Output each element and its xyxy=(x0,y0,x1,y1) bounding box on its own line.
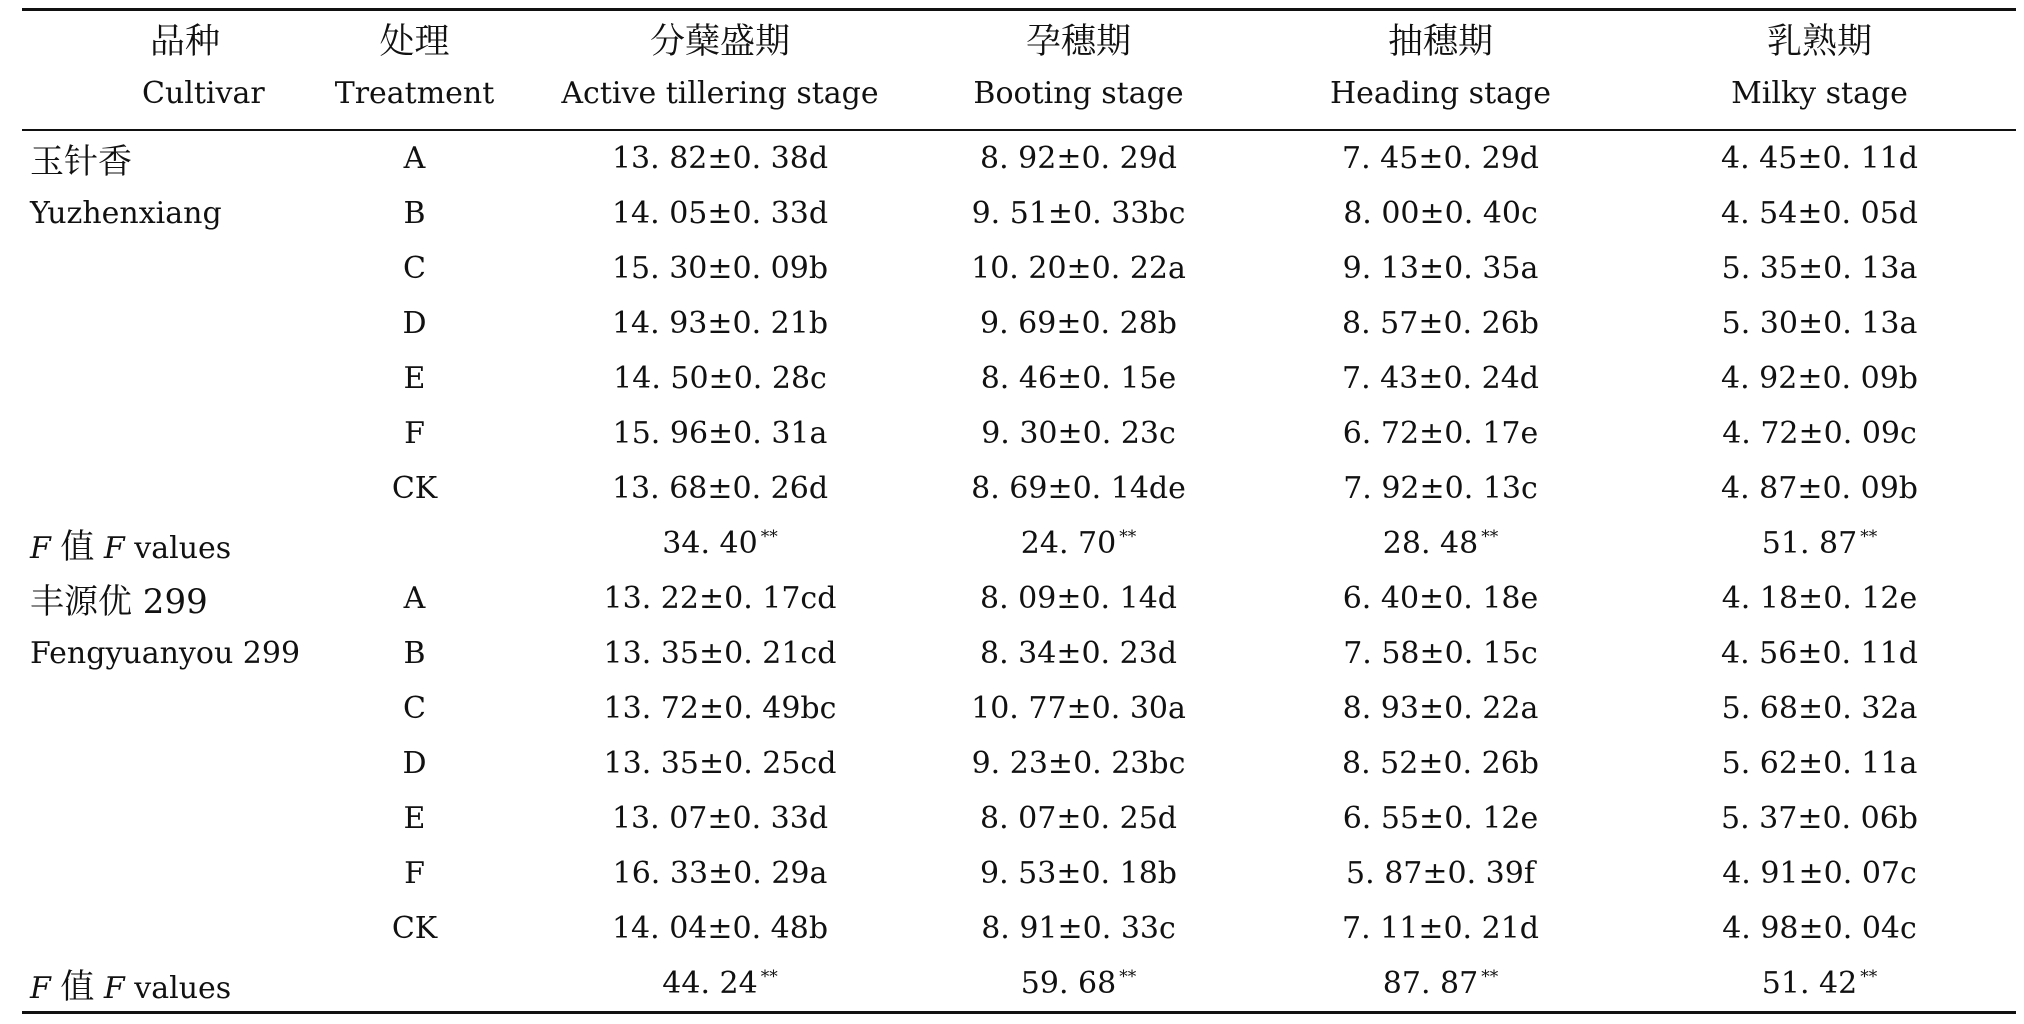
cultivar-cell xyxy=(22,571,288,626)
booting-value: 8. 46±0. 15e xyxy=(980,361,1177,396)
treatment-cell: F xyxy=(404,416,425,451)
treatment-cell: CK xyxy=(391,911,438,946)
booting-value: 9. 69±0. 28b xyxy=(979,306,1177,341)
table-row xyxy=(22,406,2016,461)
f-label-zh: 值 xyxy=(60,527,95,567)
cultivar-cell xyxy=(22,130,288,186)
cultivar-cell xyxy=(22,351,288,406)
header-cultivar-en: Cultivar xyxy=(22,67,288,130)
f-value-cell xyxy=(1258,956,1623,1013)
f-values-row xyxy=(22,956,2016,1013)
treatment-cell: E xyxy=(403,361,426,396)
cultivar-name-en: Fengyuanyou 299 xyxy=(30,636,301,671)
treatment-cell: B xyxy=(403,196,426,231)
f-value-cell xyxy=(541,516,899,571)
treatment-cell: C xyxy=(403,251,426,286)
tillering-value: 15. 30±0. 09b xyxy=(611,251,829,286)
milky-value: 5. 37±0. 06b xyxy=(1720,801,1918,836)
cultivar-cell xyxy=(22,736,288,791)
f-symbol: F xyxy=(103,531,125,566)
treatment-cell: B xyxy=(403,636,426,671)
cultivar-cell xyxy=(22,241,288,296)
booting-value: 8. 07±0. 25d xyxy=(979,801,1177,836)
cultivar-cell xyxy=(22,846,288,901)
cultivar-cell xyxy=(22,681,288,736)
f-values-label xyxy=(22,516,288,571)
f-value: 51. 42 xyxy=(1761,966,1858,1001)
booting-value: 9. 53±0. 18b xyxy=(979,856,1177,891)
f-value: 44. 24 xyxy=(662,966,758,1001)
cultivar-name-en: Yuzhenxiang xyxy=(30,196,222,231)
f-value-cell xyxy=(899,516,1258,571)
f-value-cell xyxy=(899,956,1258,1013)
header-heading-zh: 抽穗期 xyxy=(1258,10,1623,68)
cultivar-name-zh: 丰源优 299 xyxy=(30,582,208,622)
milky-value: 5. 68±0. 32a xyxy=(1721,691,1918,726)
booting-value: 8. 69±0. 14de xyxy=(971,471,1186,506)
booting-value: 10. 77±0. 30a xyxy=(971,691,1186,726)
f-label-en: values xyxy=(134,531,232,566)
milky-value: 4. 98±0. 04c xyxy=(1722,911,1917,946)
treatment-cell: A xyxy=(403,581,426,616)
table-row xyxy=(22,461,2016,516)
tillering-value: 14. 93±0. 21b xyxy=(611,306,829,341)
heading-value: 8. 52±0. 26b xyxy=(1341,746,1539,781)
milky-value: 4. 87±0. 09b xyxy=(1720,471,1918,506)
table-row xyxy=(22,296,2016,351)
empty-cell xyxy=(288,516,541,571)
cultivar-cell xyxy=(22,791,288,846)
heading-value: 8. 00±0. 40c xyxy=(1343,196,1538,231)
f-label-zh: 值 xyxy=(60,967,95,1007)
booting-value: 8. 09±0. 14d xyxy=(979,581,1177,616)
f-value: 28. 48 xyxy=(1382,526,1479,561)
booting-value: 8. 91±0. 33c xyxy=(981,911,1176,946)
tillering-value: 15. 96±0. 31a xyxy=(612,416,828,451)
treatment-cell: D xyxy=(402,306,427,341)
f-value-cell xyxy=(1623,956,2016,1013)
treatment-cell: E xyxy=(403,801,426,836)
f-value-cell xyxy=(1258,516,1623,571)
table-row xyxy=(22,736,2016,791)
significance-mark: ** xyxy=(1119,967,1137,987)
table-row xyxy=(22,571,2016,626)
booting-value: 8. 92±0. 29d xyxy=(979,141,1177,176)
data-table-container xyxy=(22,8,2016,1014)
f-label-en: values xyxy=(134,971,232,1006)
table-row xyxy=(22,626,2016,681)
f-values-label xyxy=(22,956,288,1013)
header-treatment-en: Treatment xyxy=(288,67,541,130)
f-values-row xyxy=(22,516,2016,571)
significance-mark: ** xyxy=(1481,527,1499,547)
header-cultivar-zh: 品种 xyxy=(22,10,288,68)
table-row xyxy=(22,846,2016,901)
booting-value: 10. 20±0. 22a xyxy=(971,251,1186,286)
treatment-cell: C xyxy=(403,691,426,726)
table-header xyxy=(22,10,2016,131)
cultivar-cell xyxy=(22,901,288,956)
f-symbol: F xyxy=(30,531,51,566)
table-row xyxy=(22,130,2016,186)
booting-value: 9. 23±0. 23bc xyxy=(971,746,1186,781)
heading-value: 7. 92±0. 13c xyxy=(1343,471,1538,506)
tillering-value: 13. 07±0. 33d xyxy=(611,801,829,836)
tillering-value: 14. 04±0. 48b xyxy=(611,911,829,946)
table-row xyxy=(22,791,2016,846)
treatment-cell: A xyxy=(403,141,426,176)
f-value: 24. 70 xyxy=(1020,526,1117,561)
tillering-value: 16. 33±0. 29a xyxy=(612,856,828,891)
header-row-english xyxy=(22,67,2016,130)
heading-value: 8. 57±0. 26b xyxy=(1341,306,1539,341)
table-row xyxy=(22,241,2016,296)
milky-value: 4. 91±0. 07c xyxy=(1722,856,1917,891)
significance-mark: ** xyxy=(760,967,778,987)
f-value: 59. 68 xyxy=(1020,966,1117,1001)
heading-value: 9. 13±0. 35a xyxy=(1342,251,1539,286)
tillering-value: 13. 35±0. 21cd xyxy=(603,636,837,671)
significance-mark: ** xyxy=(1119,527,1137,547)
treatment-cell: F xyxy=(404,856,425,891)
cultivar-cell xyxy=(22,186,288,241)
heading-value: 6. 40±0. 18e xyxy=(1342,581,1539,616)
cultivar-cell xyxy=(22,296,288,351)
heading-value: 6. 55±0. 12e xyxy=(1342,801,1539,836)
cultivar-cell xyxy=(22,406,288,461)
table-row xyxy=(22,351,2016,406)
f-value: 87. 87 xyxy=(1382,966,1479,1001)
heading-value: 7. 11±0. 21d xyxy=(1341,911,1539,946)
tillering-value: 13. 72±0. 49bc xyxy=(603,691,837,726)
milky-value: 4. 56±0. 11d xyxy=(1720,636,1918,671)
milky-value: 4. 54±0. 05d xyxy=(1720,196,1918,231)
milky-value: 4. 18±0. 12e xyxy=(1721,581,1918,616)
tillering-value: 14. 05±0. 33d xyxy=(611,196,829,231)
booting-value: 9. 30±0. 23c xyxy=(981,416,1176,451)
table-row xyxy=(22,901,2016,956)
f-value: 51. 87 xyxy=(1761,526,1858,561)
f-value-cell xyxy=(1623,516,2016,571)
data-table xyxy=(22,8,2016,1014)
booting-value: 8. 34±0. 23d xyxy=(979,636,1177,671)
significance-mark: ** xyxy=(1481,967,1499,987)
tillering-value: 13. 82±0. 38d xyxy=(611,141,829,176)
treatment-cell: CK xyxy=(391,471,438,506)
heading-value: 5. 87±0. 39f xyxy=(1346,856,1535,891)
cultivar-name-zh: 玉针香 xyxy=(30,142,132,182)
milky-value: 4. 72±0. 09c xyxy=(1722,416,1917,451)
tillering-value: 13. 35±0. 25cd xyxy=(603,746,837,781)
heading-value: 6. 72±0. 17e xyxy=(1342,416,1539,451)
milky-value: 4. 45±0. 11d xyxy=(1720,141,1918,176)
heading-value: 7. 43±0. 24d xyxy=(1341,361,1539,396)
f-symbol: F xyxy=(103,971,125,1006)
cultivar-cell xyxy=(22,461,288,516)
header-booting-en: Booting stage xyxy=(899,67,1258,130)
header-tillering-zh: 分蘖盛期 xyxy=(541,10,899,68)
cultivar-cell xyxy=(22,626,301,681)
f-value-cell xyxy=(541,956,899,1013)
significance-mark: ** xyxy=(760,527,778,547)
header-milky-zh: 乳熟期 xyxy=(1623,10,2016,68)
table-row xyxy=(22,186,2016,241)
heading-value: 8. 93±0. 22a xyxy=(1342,691,1539,726)
f-value: 34. 40 xyxy=(662,526,758,561)
heading-value: 7. 58±0. 15c xyxy=(1343,636,1538,671)
tillering-value: 13. 22±0. 17cd xyxy=(603,581,837,616)
table-row xyxy=(22,681,2016,736)
treatment-cell: D xyxy=(402,746,427,781)
header-treatment-zh: 处理 xyxy=(288,10,541,68)
table-body xyxy=(22,130,2016,1013)
heading-value: 7. 45±0. 29d xyxy=(1341,141,1539,176)
milky-value: 4. 92±0. 09b xyxy=(1720,361,1918,396)
milky-value: 5. 35±0. 13a xyxy=(1721,251,1918,286)
f-symbol: F xyxy=(30,971,51,1006)
significance-mark: ** xyxy=(1860,967,1878,987)
tillering-value: 13. 68±0. 26d xyxy=(611,471,829,506)
header-tillering-en: Active tillering stage xyxy=(541,67,899,130)
milky-value: 5. 30±0. 13a xyxy=(1721,306,1918,341)
header-milky-en: Milky stage xyxy=(1623,67,2016,130)
header-heading-en: Heading stage xyxy=(1258,67,1623,130)
header-booting-zh: 孕穗期 xyxy=(899,10,1258,68)
tillering-value: 14. 50±0. 28c xyxy=(613,361,827,396)
header-row-chinese xyxy=(22,10,2016,68)
milky-value: 5. 62±0. 11a xyxy=(1721,746,1918,781)
empty-cell xyxy=(288,956,541,1013)
significance-mark: ** xyxy=(1860,527,1878,547)
booting-value: 9. 51±0. 33bc xyxy=(971,196,1186,231)
